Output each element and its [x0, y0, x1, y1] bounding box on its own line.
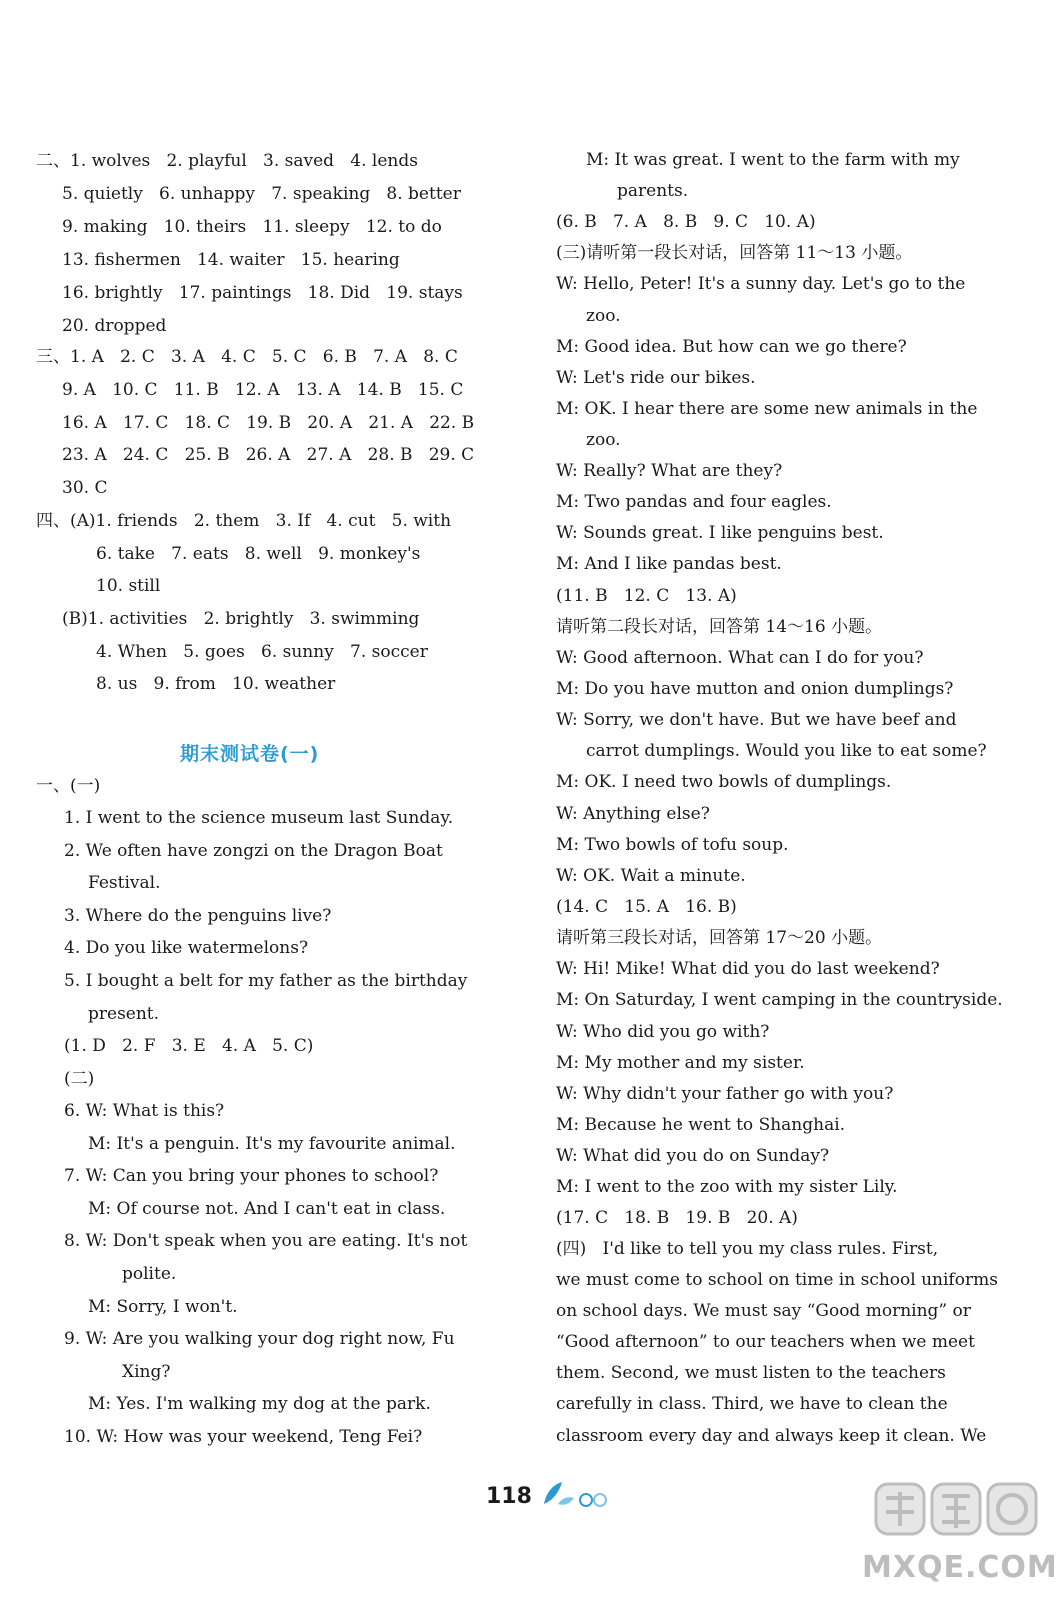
answer-line: 9. making 10. theirs 11. sleepy 12. to do	[62, 217, 442, 237]
text-line: W: Hello, Peter! It's a sunny day. Let's go to the	[556, 274, 966, 294]
text-line: M: Good idea. But how can we go there?	[556, 337, 907, 357]
paragraph-line: carefully in class. Third, we have to clean the	[556, 1394, 948, 1414]
answer-line: 30. C	[62, 478, 108, 498]
exam-title: 期末测试卷(一)	[180, 743, 320, 765]
answer-line: 4. When 5. goes 6. sunny 7. soccer	[96, 642, 428, 662]
text-line: M: Yes. I'm walking my dog at the park.	[88, 1394, 431, 1414]
paragraph-line: “Good afternoon” to our teachers when we meet	[556, 1332, 975, 1352]
text-line: W: Why didn't your father go with you?	[556, 1084, 894, 1104]
text-line: 8. W: Don't speak when you are eating. It's not	[64, 1231, 468, 1251]
section-heading: (三)请听第一段长对话，回答第 11～13 小题。	[556, 243, 913, 263]
text-line: M: I went to the zoo with my sister Lily.	[556, 1177, 898, 1197]
text-line: M: OK. I hear there are some new animals in the	[556, 399, 978, 419]
text-line: 3. Where do the penguins live?	[64, 906, 332, 926]
answer-line: 8. us 9. from 10. weather	[96, 674, 336, 694]
text-line: W: Anything else?	[556, 804, 710, 824]
text-line: M: Because he went to Shanghai.	[556, 1115, 846, 1135]
answer-line: 10. still	[96, 576, 161, 596]
paragraph-line: on school days. We must say “Good morning” or	[556, 1301, 971, 1321]
answer-line: (B)1. activities 2. brightly 3. swimming	[62, 609, 420, 629]
text-line: W: Good afternoon. What can I do for you?	[556, 648, 924, 668]
paragraph-line: we must come to school on time in school uniforms	[556, 1270, 998, 1290]
text-line: M: Of course not. And I can't eat in class.	[88, 1199, 446, 1219]
text-line: Xing?	[122, 1362, 171, 1382]
text-line: W: What did you do on Sunday?	[556, 1146, 830, 1166]
answer-line: 二、1. wolves 2. playful 3. saved 4. lends	[36, 151, 418, 171]
answer-line: 16. brightly 17. paintings 18. Did 19. stays	[62, 283, 463, 303]
text-line: M: It was great. I went to the farm with my	[586, 150, 960, 170]
text-line: parents.	[617, 181, 689, 201]
text-line: W: Sounds great. I like penguins best.	[556, 523, 884, 543]
watermark-logo	[872, 1478, 1042, 1553]
text-line: M: Do you have mutton and onion dumplings?	[556, 679, 954, 699]
answer-line: (6. B 7. A 8. B 9. C 10. A)	[556, 212, 816, 232]
answer-line: 23. A 24. C 25. B 26. A 27. A 28. B 29. C	[62, 445, 475, 465]
text-line: carrot dumplings. Would you like to eat some?	[586, 741, 987, 761]
text-line: M: And I like pandas best.	[556, 554, 782, 574]
text-line: polite.	[122, 1264, 177, 1284]
page-number: 118	[486, 1484, 532, 1509]
text-line: 5. I bought a belt for my father as the birthday	[64, 971, 468, 991]
text-line: 9. W: Are you walking your dog right now, Fu	[64, 1329, 455, 1349]
section-heading: 请听第三段长对话，回答第 17～20 小题。	[556, 928, 883, 948]
answer-line: (11. B 12. C 13. A)	[556, 586, 737, 606]
text-line: M: Sorry, I won't.	[88, 1297, 238, 1317]
leaf-icon	[540, 1478, 616, 1513]
text-line: W: Who did you go with?	[556, 1022, 770, 1042]
watermark-url: MXQE.COM	[862, 1550, 1058, 1585]
text-line: 1. I went to the science museum last Sunday.	[64, 808, 454, 828]
answer-line: (17. C 18. B 19. B 20. A)	[556, 1208, 798, 1228]
text-line: W: Sorry, we don't have. But we have beef and	[556, 710, 957, 730]
answer-line: 16. A 17. C 18. C 19. B 20. A 21. A 22. B	[62, 413, 475, 433]
paragraph-line: (四) I'd like to tell you my class rules. First,	[556, 1239, 939, 1259]
text-line: 4. Do you like watermelons?	[64, 938, 309, 958]
answer-line: 三、1. A 2. C 3. A 4. C 5. C 6. B 7. A 8. C	[36, 347, 458, 367]
text-line: W: OK. Wait a minute.	[556, 866, 746, 886]
text-line: M: My mother and my sister.	[556, 1053, 805, 1073]
text-line: 2. We often have zongzi on the Dragon Boat	[64, 841, 443, 861]
text-line: present.	[88, 1004, 160, 1024]
text-line: Festival.	[88, 873, 161, 893]
answer-line: (14. C 15. A 16. B)	[556, 897, 737, 917]
answer-line: 6. take 7. eats 8. well 9. monkey's	[96, 544, 421, 564]
text-line: M: OK. I need two bowls of dumplings.	[556, 772, 892, 792]
answer-line: (1. D 2. F 3. E 4. A 5. C)	[64, 1036, 314, 1056]
answer-line: 20. dropped	[62, 316, 167, 336]
text-line: M: On Saturday, I went camping in the countryside.	[556, 990, 1003, 1010]
answer-line: 四、(A)1. friends 2. them 3. If 4. cut 5. with	[36, 511, 452, 531]
text-line: 7. W: Can you bring your phones to school?	[64, 1166, 439, 1186]
answer-line: 9. A 10. C 11. B 12. A 13. A 14. B 15. C	[62, 380, 464, 400]
text-line: M: Two pandas and four eagles.	[556, 492, 832, 512]
paragraph-line: classroom every day and always keep it clean. We	[556, 1426, 987, 1446]
text-line: W: Hi! Mike! What did you do last weekend?	[556, 959, 940, 979]
text-line: W: Really? What are they?	[556, 461, 783, 481]
text-line: zoo.	[586, 430, 621, 450]
text-line: zoo.	[586, 306, 621, 326]
text-line: M: It's a penguin. It's my favourite animal.	[88, 1134, 456, 1154]
text-line: 10. W: How was your weekend, Teng Fei?	[64, 1427, 423, 1447]
section-heading: (二)	[64, 1069, 95, 1089]
text-line: 6. W: What is this?	[64, 1101, 225, 1121]
section-heading: 一、(一)	[36, 776, 101, 796]
text-line: W: Let's ride our bikes.	[556, 368, 756, 388]
answer-line: 5. quietly 6. unhappy 7. speaking 8. better	[62, 184, 461, 204]
answer-line: 13. fishermen 14. waiter 15. hearing	[62, 250, 400, 270]
section-heading: 请听第二段长对话，回答第 14～16 小题。	[556, 617, 883, 637]
text-line: M: Two bowls of tofu soup.	[556, 835, 789, 855]
paragraph-line: them. Second, we must listen to the teachers	[556, 1363, 946, 1383]
